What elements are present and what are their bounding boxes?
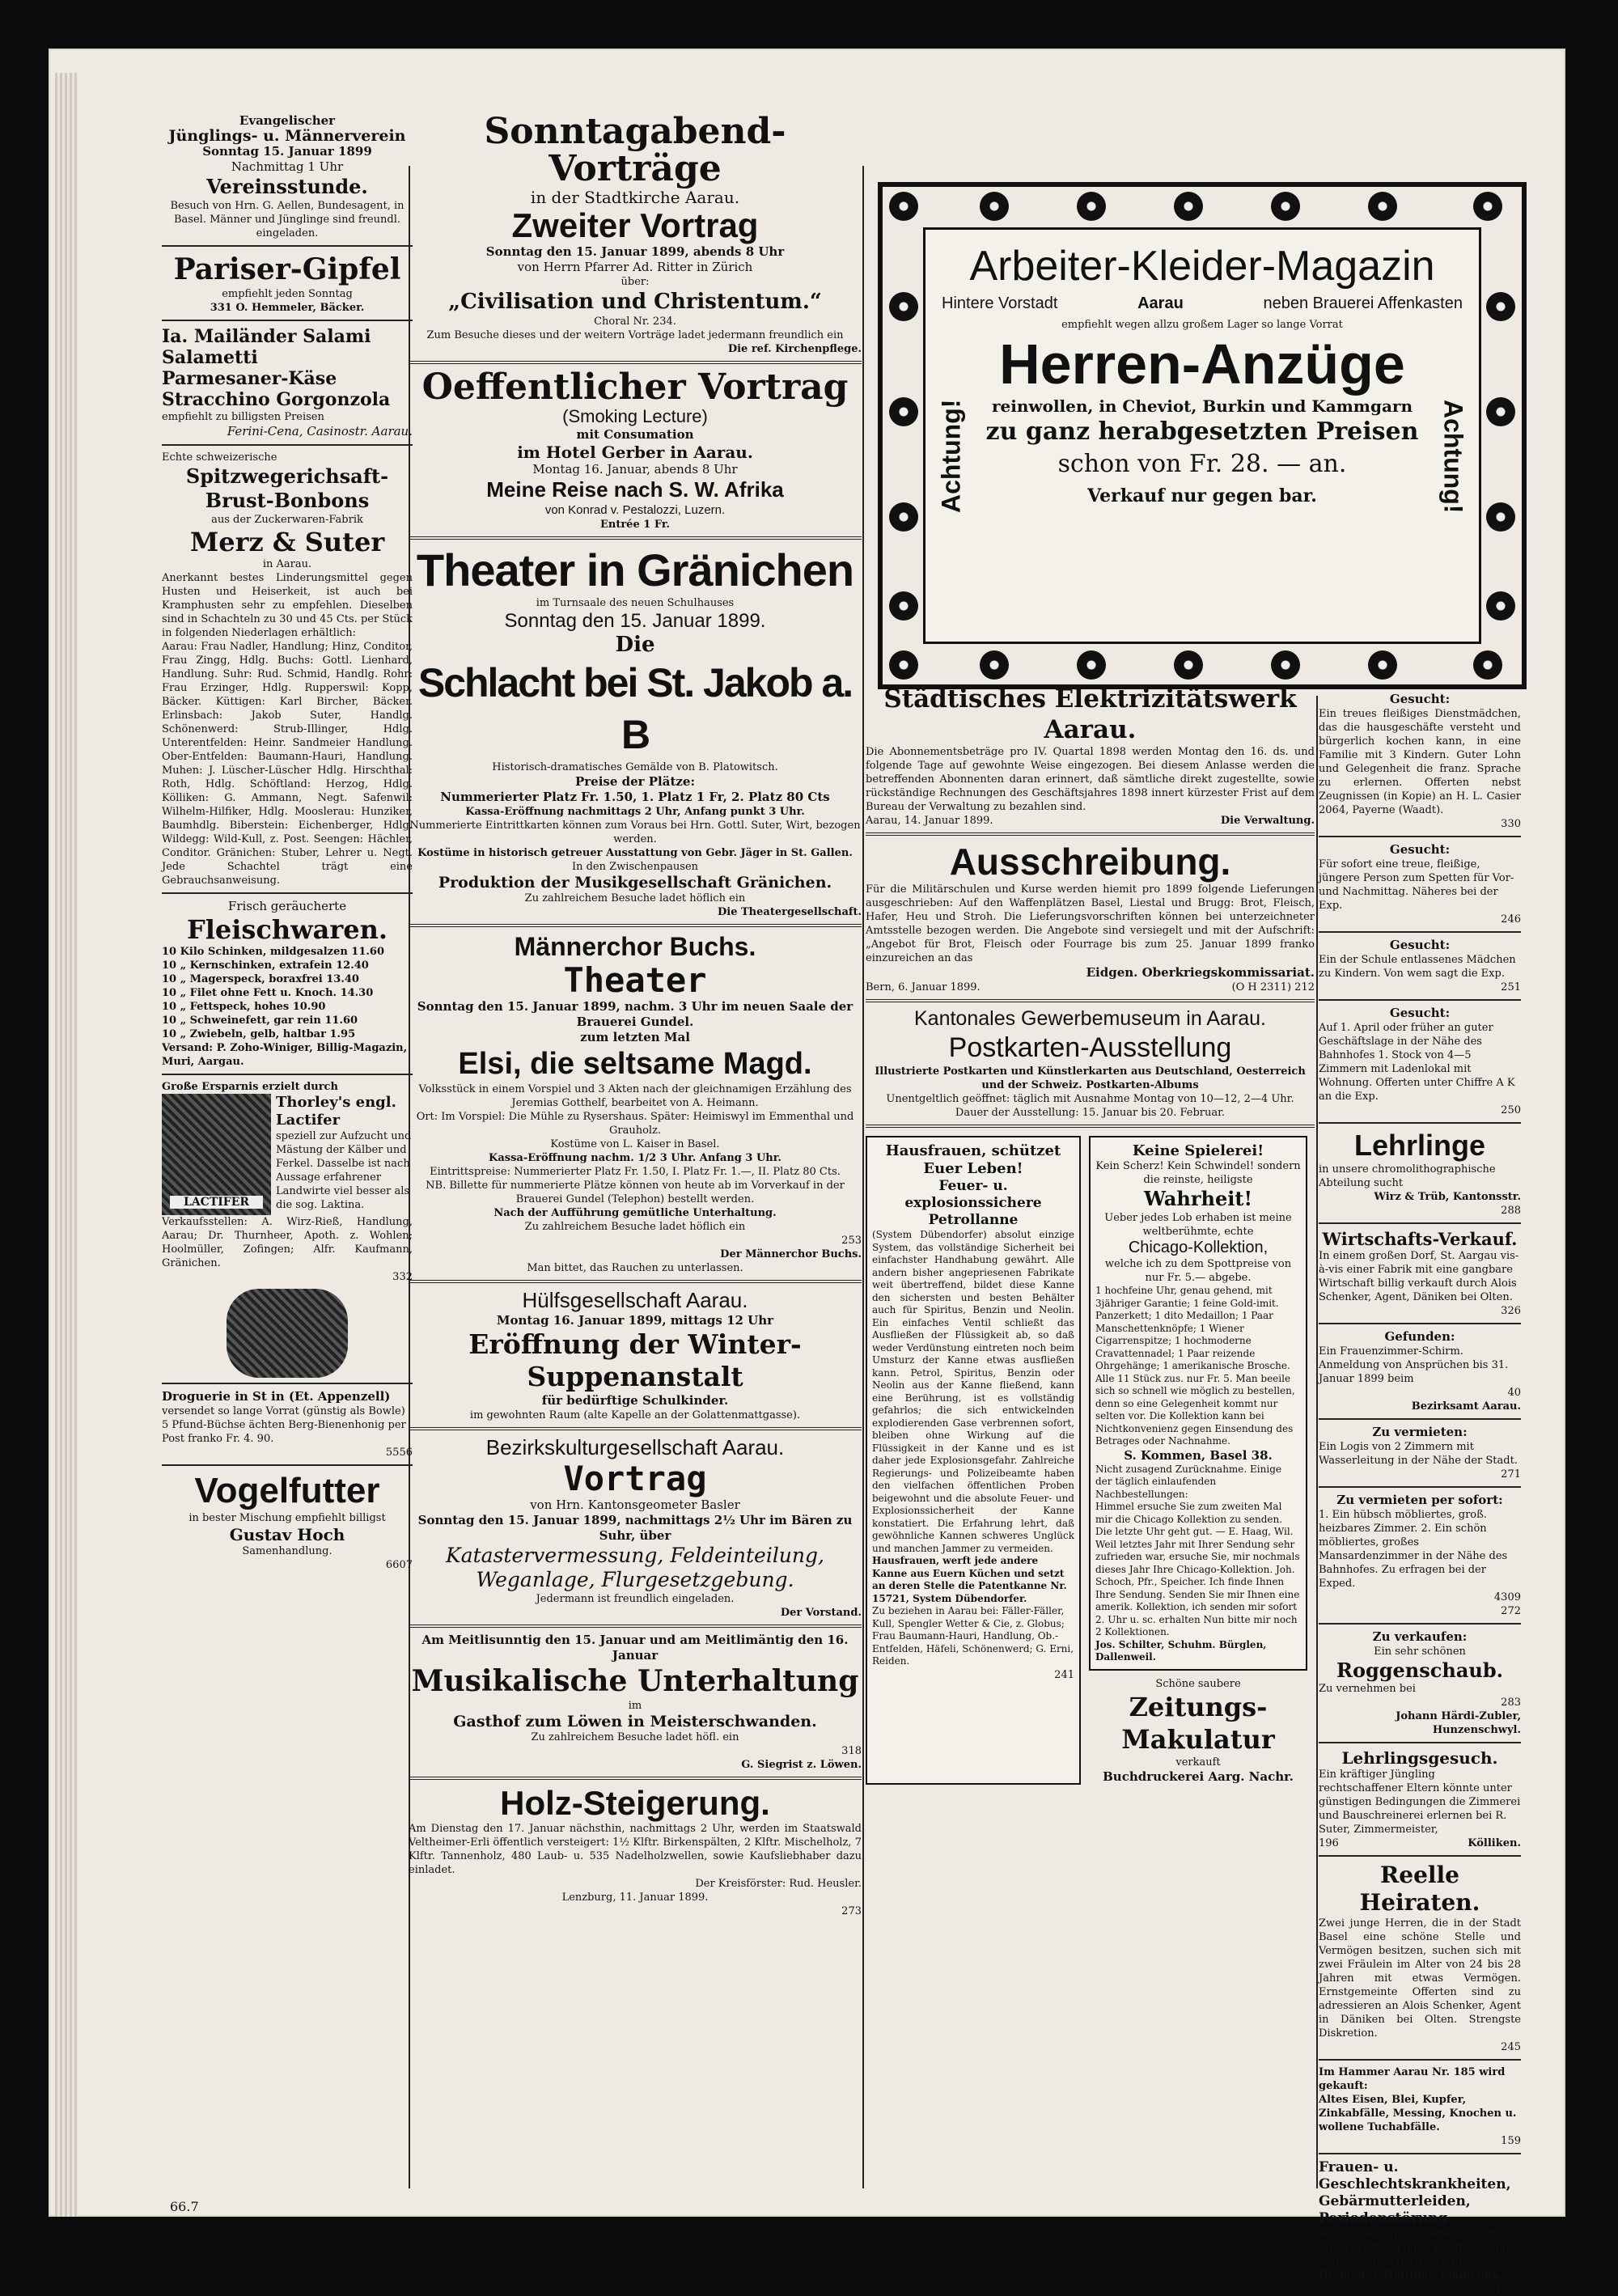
ak-price: schon von Fr. 28. — an.: [1057, 450, 1347, 478]
merz-ad: [162, 451, 413, 887]
g2-num: 246: [1501, 913, 1521, 926]
jv-ad: [162, 113, 413, 240]
flower-icon: [889, 292, 918, 321]
ew-title: Städtisches Elektrizitätswerk Aarau.: [883, 684, 1297, 744]
ks-addr: S. Kommen, Basel 38.: [1124, 1447, 1273, 1463]
ak-product: Herren-Anzüge: [999, 333, 1405, 396]
th-note: Nummerierte Eintrittkarten können zum Voraus bei Hrn. Gottl. Suter, Wirt, bezogen werden.: [409, 820, 861, 845]
th-music: Produktion der Musikgesellschaft Gränichen.: [438, 874, 832, 892]
vogel-title: Vogelfutter: [194, 1471, 380, 1510]
wv-num: 326: [1501, 1305, 1521, 1317]
as-num: (O H 2311) 212: [1231, 981, 1315, 993]
bk-vortrag: Vortrag: [563, 1459, 707, 1498]
ov-date: Montag 16. Januar, abends 8 Uhr: [532, 462, 738, 477]
gipfel-ad: [162, 252, 413, 315]
jv-text: Besuch von Hrn. G. Aellen, Bundesagent, in Basel. Männer und Jünglinge sind freundl. eingeladen.: [170, 200, 404, 239]
vogel-num: 6607: [385, 1559, 413, 1571]
th-costume: Kostüme in historisch getreuer Ausstattung von Gebr. Jäger in St. Gallen.: [417, 847, 853, 859]
sv-ueber: über:: [621, 276, 650, 288]
g4-num: 250: [1501, 1104, 1521, 1116]
hf-title: Hausfrauen, schützet Euer Leben!: [885, 1142, 1061, 1177]
mc-after: Nach der Aufführung gemütliche Unterhaltung.: [493, 1207, 777, 1219]
ks-sub: Kein Scherz! Kein Schwindel! sondern die reinste, heiligste: [1095, 1160, 1301, 1186]
fleisch-item: 10 „ Fettspeck, hohes 10.90: [162, 1001, 326, 1013]
mc-kasse: Kassa-Eröffnung nachm. 1/2 3 Uhr. Anfang 3 Uhr.: [489, 1152, 781, 1164]
zk-text: Ein sehr schönen: [1374, 1646, 1466, 1658]
hs-title: Holz-Steigerung.: [500, 1784, 770, 1822]
mc-desc: Volksstück in einem Vorspiel und 3 Akten nach der gleichnamigen Erzählung des Jeremias Gotthelf, bearbeitet von A. Heimann.: [418, 1083, 852, 1109]
lactifer-ad: [162, 1080, 413, 1284]
column-center: [409, 113, 862, 2205]
mu-num: 318: [841, 1745, 862, 1757]
ks-sig: Jos. Schilter, Schuhm. Bürglen, Dallenweil.: [1095, 1638, 1267, 1663]
flower-icon: [1486, 591, 1515, 621]
g3-num: 251: [1501, 981, 1521, 993]
zk-sig: Johann Härdi-Zubler, Hunzenschwyl.: [1396, 1710, 1521, 1736]
ak-cash: Verkauf nur gegen bar.: [1087, 485, 1317, 506]
ov-title: Oeffentlicher Vortrag: [421, 366, 849, 408]
bk-invite: Jedermann ist freundlich eingeladen.: [536, 1593, 735, 1605]
th-pause: In den Zwischenpausen: [571, 861, 699, 873]
ak-title: Arbeiter-Kleider-Magazin: [969, 243, 1435, 290]
mu-im: im: [628, 1700, 642, 1712]
gipfel-text: empfiehlt jeden Sonntag: [222, 288, 353, 300]
salami-line: Ia. Mailänder Salami: [162, 326, 371, 347]
rh-title: Reelle Heiraten.: [1359, 1862, 1480, 1916]
sonntagabend-ad: [409, 113, 862, 356]
hg-title: Hülfsgesellschaft Aarau.: [522, 1288, 748, 1312]
th-prices-head: Preise der Plätze:: [574, 774, 695, 789]
chicago-kollektion-ad: [1089, 1136, 1307, 1671]
flower-icon: [1077, 192, 1106, 221]
hammer-ad: [1319, 2065, 1521, 2148]
petrolkanne-ad: [866, 1136, 1081, 1785]
bk-date: Sonntag den 15. Januar 1899, nachmittags 2½ Uhr im Bären zu Suhr, über: [417, 1513, 853, 1543]
ausschreibung-ad: [866, 841, 1315, 994]
ks-text: Ueber jedes Lob erhaben ist meine weltberühmte, echte: [1104, 1212, 1292, 1238]
mc-sig: Der Männerchor Buchs.: [720, 1248, 862, 1260]
zk-main: Roggenschaub.: [1336, 1658, 1503, 1682]
mc-smoke: Man bittet, das Rauchen zu unterlassen.: [527, 1262, 743, 1274]
column-right: [1319, 692, 1521, 2295]
sv-second: Zweiter Vortrag: [511, 206, 759, 244]
fleisch-item: 10 „ Schweinefett, gar rein 11.60: [162, 1015, 358, 1027]
jv-event: Vereinsstunde.: [206, 175, 368, 198]
fleisch-item: 10 „ Filet ohne Fett u. Knoch. 14.30: [162, 987, 374, 999]
zv1-num: 271: [1501, 1468, 1521, 1481]
flower-icon: [1077, 650, 1106, 680]
rh-num: 245: [1501, 2041, 1521, 2053]
gm-text: Illustrierte Postkarten und Künstlerkarten aus Deutschland, Oesterreich und der Schweiz. Postkarten-Albums: [875, 1065, 1306, 1091]
mc-costume: Kostüme von L. Kaiser in Basel.: [550, 1138, 720, 1150]
flower-icon: [1174, 650, 1203, 680]
ks-title: Keine Spielerei!: [1132, 1142, 1264, 1159]
hs-text: Am Dienstag den 17. Januar nächsthin, nachmittags 2 Uhr, werden im Staatswald Veltheimer-Erli öffentlich versteigert: 1½ Klftr. Birkenspälten, 2 Klftr. Mischelholz, 7 Klftr. Tannenholz, 480 Laub- u. 535 Nadelholzwellen, sowie Kaufsliebhaber dazu einladet.: [409, 1823, 862, 1876]
gesucht-4: [1319, 1006, 1521, 1117]
column-left: [162, 113, 413, 2205]
arbeiter-kleider-ad: [878, 182, 1527, 689]
gf-title: Gefunden:: [1384, 1329, 1455, 1344]
flower-icon: [889, 650, 918, 680]
flower-icon: [889, 192, 918, 221]
ha-head: Im Hammer Aarau Nr. 185 wird gekauft:: [1319, 2066, 1506, 2092]
flower-icon: [1473, 650, 1502, 680]
ov-speaker: von Konrad v. Pestalozzi, Luzern.: [544, 503, 726, 517]
ak-left: Hintere Vorstadt: [942, 294, 1058, 312]
oeffentlicher-vortrag-ad: [409, 366, 862, 532]
zv2-num2: 272: [1501, 1605, 1521, 1617]
lactifer-image-label: LACTIFER: [170, 1196, 263, 1209]
mc-date: Sonntag den 15. Januar 1899, nachm. 3 Uhr im neuen Saale der Brauerei Gundel.: [417, 999, 853, 1029]
mu-place: Gasthof zum Löwen in Meisterschwanden.: [453, 1713, 817, 1730]
bk-sig: Der Vorstand.: [780, 1607, 862, 1619]
gf-num: 40: [1507, 1387, 1521, 1399]
fleisch-foot: Versand: P. Zoho-Winiger, Billig-Magazin, Muri, Aargau.: [162, 1042, 408, 1068]
flower-icon: [1486, 502, 1515, 532]
achtung-right: Achtung!: [1438, 399, 1468, 514]
flower-icon: [1368, 650, 1397, 680]
mu-sig: G. Siegrist z. Löwen.: [741, 1759, 862, 1771]
zu-vermieten-1: [1319, 1425, 1521, 1481]
ks-items: 1 hochfeine Uhr, genau gehend, mit 3jähriger Garantie; 1 feine Gold-imit. Panzerkett; 1 dito Medaillon; 1 Paar Manschettenknöpfe; 1 Wiener Cigarrenspitze; 1 hochmoderne Cravattennadel; 1 Paar reizende Ohrgehänge; 1 amerikanische Brosche.: [1095, 1285, 1290, 1371]
lehr-title: Lehrlinge: [1353, 1129, 1486, 1162]
hs-sig: Der Kreisförster: Rud. Heusler.: [695, 1878, 862, 1890]
lactifer-num: 332: [392, 1271, 413, 1283]
zm-head: Schöne saubere: [1155, 1677, 1241, 1690]
g4-title: Gesucht:: [1389, 1006, 1451, 1020]
as-title: Ausschreibung.: [949, 841, 1231, 883]
flower-icon: [1486, 292, 1515, 321]
ks-text2: welche ich zu dem Spottpreise von nur Fr. 5.— abgebe.: [1104, 1258, 1292, 1284]
hf-sales: Zu beziehen in Aarau bei: Fäller-Fäller, Kull, Spengler Wetter & Cie, z. Globus; Frau Baumann-Hauri, Handlung, Ob.-Entfelden, Häfeli, Schönenwerd; G. Erni, Reiden.: [872, 1605, 1074, 1667]
hf-sub: Feuer- u. explosionssichere Petrollanne: [904, 1178, 1042, 1228]
musik-unterhaltung-ad: [409, 1633, 862, 1772]
merz-sub: aus der Zuckerwaren-Fabrik: [211, 514, 363, 526]
merz-list: Aarau: Frau Nadler, Handlung; Hinz, Conditor, Frau Zingg, Hdlg. Buchs: Gottl. Lienhard, Handlung. Suhr: Rud. Schmid, Handlg. Rohr: Frau Erzinger, Hdlg. Rupperswil: Kopp, Bäcker. Küttigen: Karl Bircher, Bäcker. Erlinsbach: Jakob Suter, Handlg. Schönenwerd: Strub-Illinger, Hdlg. Unterentfelden: Heinr. Sandmeier Handlung. Ober-Entfelden: Baumann-Hauri, Handlung. Muhen: J. Lüscher-Lüscher Hdlg. Hirschthal: Roth, Hdlg. Schöftland: Herzog, Hdlg. Kölliken: G. Ammann, Negt. Safenwil: Wilhelm-Hilfiker, Hdlg. Mooslerau: Hunziker, Baumhdlg. Biberstein: Eichenberger, Hdlg. Wildegg: Wild-Kull, z. Post. Seengen: Hächler, Conditor. Gränichen: Stuber, Lehrer u. Negt. Jede Schachtel trägt eine Gebrauchsanweisung.: [162, 641, 413, 887]
page-stack-edge: [55, 73, 78, 2217]
salami-ad: [162, 326, 413, 439]
gesucht-3: [1319, 938, 1521, 994]
gf-text: Ein Frauenzimmer-Schirm. Anmeldung von Ansprüchen bis 31. Januar 1899 beim: [1319, 1345, 1509, 1385]
jv-head: Evangelischer: [239, 113, 336, 128]
hs-foot: Lenzburg, 11. Januar 1899.: [561, 1891, 709, 1904]
wirtschafts-verkauf-ad: [1319, 1229, 1521, 1318]
hf-text: (System Dübendorfer) absolut einzige System, das vollständige Sicherheit bei einfachster Handhabung gewährt. Alle andern bisher angepriesenen Fabrikate weit übertreffend, bildet diese Kanne den sichersten und besten Behälter auch für Spiritus, Benzin und Neolin. Ein einfaches Ventil schließt das Ausfließen der Flüssigkeit ab, so daß weder Verdünstung eintreten noch beim Umsturz der Kanne etwas ausfließen kann. Petrol, Spiritus, Benzin oder Neolin aus der Kanne fließend, kann eine Berührung, ist es vollständig gefahrlos; die sich entwickelnden explodierenden Gase verbrennen sofort, bleiben ohne Wirkung auf die Flüssigkeit in der Kanne und es ist daher jede Explosionsgefahr. Zahlreiche Regierungs- und Polizeibeamte haben den vielfachen öffentlichen Proben beigewohnt und die absolute Feuer- und Explosionssicherheit der Kanne konstatiert. Die Erfahrung lehrt, daß gewöhnliche Kannen schweres Unglück und manchen Jammer zu vermeiden.: [872, 1229, 1074, 1554]
zm-title: Zeitungs-Makulatur: [1121, 1691, 1275, 1755]
lg-num: 196: [1319, 1837, 1339, 1849]
g2-title: Gesucht:: [1389, 842, 1451, 857]
ov-sub: (Smoking Lecture): [562, 406, 708, 426]
salami-line: Salametti: [162, 347, 258, 368]
lg-title: Lehrlingsgesuch.: [1341, 1748, 1498, 1768]
merz-firm: Merz & Suter: [189, 527, 385, 557]
lehrlinge-ad: [1319, 1129, 1521, 1218]
th-place: im Turnsaale des neuen Schulhauses: [536, 597, 735, 609]
wv-title: Wirtschafts-Verkauf.: [1322, 1229, 1518, 1249]
ak-material: reinwollen, in Cheviot, Burkin und Kammgarn: [991, 396, 1413, 416]
hg-main: Eröffnung der Winter-Suppenanstalt: [468, 1328, 802, 1392]
wv-text: In einem großen Dorf, St. Aargau vis-à-vis einer Fabrik mit eine gangbare Wirtschaft billig verkauft durch Alois Schenker, Agent, Däniken bei Olten.: [1319, 1250, 1519, 1303]
fr-title: Frauen- u. Geschlechtskrankheiten, Gebärmutterleiden, Periodenstörung: [1319, 2159, 1511, 2226]
th-play: Schlacht bei St. Jakob a. B: [417, 660, 853, 757]
mc-ort: Ort: Im Vorspiel: Die Mühle zu Rysershaus. Später: Heimiswyl im Emmenthal und Grauholz.: [416, 1111, 854, 1137]
salami-text: empfiehlt zu billigsten Preisen: [162, 411, 324, 423]
elektrizitaetswerk-ad: [866, 684, 1315, 828]
gm-dur: Dauer der Ausstellung: 15. Januar bis 20. Februar.: [955, 1107, 1226, 1119]
gesucht-2: [1319, 842, 1521, 926]
vogel-sub: Samenhandlung.: [242, 1545, 332, 1557]
as-sig: Eidgen. Oberkriegskommissariat.: [1086, 965, 1315, 980]
zv1-text: Ein Logis von 2 Zimmern mit Wasserleitung in der Nähe der Stadt.: [1319, 1441, 1518, 1467]
g2-text: Für sofort eine treue, fleißige, jüngere Person zum Spetten für Vor- und Nachmittag. Näheres bei der Exp.: [1319, 858, 1514, 912]
merz-place: in Aarau.: [262, 558, 312, 570]
mu-date: Am Meitlisunntig den 15. Januar und am Meitlimäntig den 16. Januar: [421, 1633, 849, 1663]
lactifer-title: Thorley's engl. Lactifer: [276, 1094, 396, 1129]
flower-icon: [1271, 192, 1300, 221]
g1-title: Gesucht:: [1389, 692, 1451, 706]
lactifer-head: Große Ersparnis erzielt durch: [162, 1081, 338, 1093]
lehr-firm: Wirz & Trüb, Kantonsstr.: [1374, 1191, 1521, 1203]
flower-icon: [1486, 397, 1515, 426]
mc-num: 253: [841, 1235, 862, 1247]
salami-line: Stracchino Gorgonzola: [162, 389, 391, 410]
gm-open: Unentgeltlich geöffnet: täglich mit Ausnahme Montag von 10—12, 2—4 Uhr.: [886, 1093, 1294, 1105]
drog-text: versendet so lange Vorrat (günstig als Bowle) 5 Pfund-Büchse ächten Berg-Bienenhonig per Post franko Fr. 4. 90.: [162, 1405, 406, 1445]
rh-text: Zwei junge Herren, die in der Stadt Basel eine schöne Stelle und Vermögen besitzen, suchen sich mit zwei Fräulein im Alter von 24 bis 28 Jahren mit etwas Vermögen. Ernstgemeinte Offerten sind zu adressieren an Alois Schenker, Agent in Däniken bei Olten. Strengste Diskretion.: [1319, 1917, 1521, 2040]
fleisch-title: Fleischwaren.: [186, 914, 388, 945]
th-die: Die: [615, 633, 655, 657]
mu-title: Musikalische Unterhaltung: [411, 1664, 859, 1698]
lehrlingsgesuch-ad: [1319, 1748, 1521, 1850]
flower-icon: [889, 397, 918, 426]
mc-title: Männerchor Buchs.: [514, 932, 756, 961]
ov-place: im Hotel Gerber in Aarau.: [517, 443, 753, 462]
mc-nb: NB. Billette für nummerierte Plätze können von heute ab im Vorverkauf in der Brauerei Gundel (Telephon) bestellt werden.: [426, 1180, 845, 1205]
merz-title: Spitzwegerichsaft-: [185, 464, 389, 488]
fleisch-item: 10 „ Kernschinken, extrafein 12.40: [162, 959, 369, 972]
th-prices: Nummerierter Platz Fr. 1.50, 1. Platz 1 Fr, 2. Platz 80 Cts: [440, 790, 830, 804]
lg-text: Ein kräftiger Jüngling rechtschaffener Eltern könnte unter günstigen Bedingungen die Zimmerei und Bauschreinerei erlernen bei R. Suter, Zimmermeister,: [1319, 1769, 1521, 1836]
huelfsgesellschaft-ad: [409, 1288, 862, 1422]
hg-sub: für bedürftige Schulkinder.: [541, 1393, 729, 1408]
sv-sig: Die ref. Kirchenpflege.: [727, 343, 862, 355]
th-sig: Die Theatergesellschaft.: [717, 906, 862, 918]
g3-text: Ein der Schule entlassenes Mädchen zu Kindern. Von wem sagt die Exp.: [1319, 954, 1516, 980]
fleisch-head: Frisch geräucherte: [227, 899, 347, 913]
gm-main: Postkarten-Ausstellung: [948, 1032, 1232, 1063]
lg-place: Kölliken.: [1468, 1837, 1521, 1849]
page-number: 66.7: [170, 2199, 199, 2214]
fr-num: 4309: [1493, 2283, 1521, 2295]
sv-title: Sonntagabend-Vorträge: [484, 111, 786, 189]
g1-text: Ein treues fleißiges Dienstmädchen, das die hausgeschäfte versteht und bürgerlich kochen kann, in eine Familie mit 3 Kindern. Guter Lohn und Gelegenheit die franz. Sprache zu erlernen. Offerten nebst Zeugnissen (in Kopie) an H. L. Casier 2064, Payerne (Waadt).: [1319, 708, 1521, 816]
gipfel-foot: 331 O. Hemmeler, Bäcker.: [210, 302, 365, 314]
flower-icon: [889, 591, 918, 621]
ov-topic: Meine Reise nach S. W. Afrika: [486, 477, 784, 502]
fr-text: heilt schnell und dauernd diskret (auch brieflich) ohne Berufsstörung ohne Nachteil für die Gesundheit.: [1319, 2228, 1510, 2268]
sv-sub: in der Stadtkirche Aarau.: [530, 188, 740, 207]
gipfel-title: Pariser-Gipfel: [173, 252, 401, 286]
droguerie-ad: [162, 1389, 413, 1459]
th-invite: Zu zahlreichem Besuche ladet höflich ein: [524, 892, 746, 904]
arbeiter-kleider-inner: [923, 227, 1481, 644]
hf-num: 241: [1054, 1668, 1074, 1681]
mc-play: Elsi, die seltsame Magd.: [458, 1047, 812, 1081]
hs-num: 273: [841, 1905, 862, 1917]
gewerbemuseum-ad: [866, 1007, 1315, 1120]
ew-text: Die Abonnementsbeträge pro IV. Quartal 1898 werden Montag den 16. ds. und folgende Tage auf gewohnte Weise eingezogen. Bei diesem Anlasse werden die betreffenden Abonnenten daran erinnert, daß sämtliche direkt zugestellte, sowie rückständige Rechnungen des Geschäftsjahres 1898 innert kürzester Frist auf dem Bureau der Verwaltung zu bezahlen sind.: [866, 746, 1315, 813]
ks-tail: Nicht zusagend Zurücknahme. Einige der täglich einlaufenden Nachbestellungen:: [1095, 1463, 1281, 1500]
fr-sig: Dr. med. J. Häftiger, Emmenda.: [1319, 2269, 1503, 2281]
reelle-heiraten-ad: [1319, 1862, 1521, 2054]
hf-call: Hausfrauen, werft jede andere Kanne aus Euern Küchen und setzt an deren Stelle die Patentkanne Nr. 15721, System Dübendorfer.: [872, 1555, 1067, 1604]
holz-steigerung-ad: [409, 1785, 862, 1918]
gf-sig: Bezirksamt Aarau.: [1411, 1400, 1521, 1413]
th-desc: Historisch-dramatisches Gemälde von B. Platowitsch.: [492, 761, 778, 773]
salami-line: Parmesaner-Käse: [162, 368, 337, 389]
merz-head: Echte schweizerische: [162, 451, 277, 464]
zv2-title: Zu vermieten per sofort:: [1336, 1493, 1503, 1507]
column-rule: [1316, 696, 1318, 2188]
zk-text2: Zu vernehmen bei: [1319, 1683, 1416, 1695]
ov-sub2: mit Consumation: [576, 427, 694, 442]
mc-theater: Theater: [563, 960, 707, 1000]
frauenkrankheiten-ad: [1319, 2159, 1521, 2296]
sv-topic: „Civilisation und Christentum.“: [448, 290, 822, 314]
flower-icon: [980, 650, 1009, 680]
gm-title: Kantonales Gewerbemuseum in Aarau.: [914, 1007, 1266, 1030]
sv-invite: Zum Besuche dieses und der weitern Vorträge ladet jedermann freundlich ein: [426, 329, 844, 341]
zm-sig: Buchdruckerei Aarg. Nachr.: [1103, 1769, 1294, 1784]
g1-num: 330: [1501, 818, 1521, 830]
maennerchor-ad: [409, 932, 862, 1275]
jv-title: Jünglings- u. Männerverein: [168, 127, 406, 145]
column-rule: [862, 166, 864, 2188]
mc-prices: Eintrittspreise: Nummerierter Platz Fr. 1.50, I. Platz Fr. 1.—, II. Platz 80 Cts.: [430, 1166, 841, 1178]
achtung-left: Achtung!: [936, 399, 966, 514]
merz-text: Anerkannt bestes Linderungsmittel gegen Husten und Heiserkeit, ist auch bei Kramphusten sehr zu empfehlen. Dieselben sind in Schachteln zu 30 und 45 Cts. per Stück in folgenden Niederlagen erhältlich:: [162, 572, 413, 639]
ks-main: Wahrheit!: [1144, 1187, 1252, 1210]
g4-text: Auf 1. April oder früher an guter Geschäftslage in der Nähe des Bahnhofes 1. Stock von 4—5 Zimmern mit Ladenlokal mit Wohnung. Offerten unter Chiffre A K an die Exp.: [1319, 1022, 1515, 1103]
bk-title: Bezirkskulturgesellschaft Aarau.: [485, 1435, 785, 1459]
gesucht-1: [1319, 692, 1521, 831]
ak-recommend: empfiehlt wegen allzu großem Lager so lange Vorrat: [1061, 319, 1343, 331]
mc-invite: Zu zahlreichem Besuche ladet höflich ein: [524, 1221, 746, 1233]
zk-title: Zu verkaufen:: [1372, 1629, 1468, 1644]
sv-date: Sonntag den 15. Januar 1899, abends 8 Uhr: [485, 244, 785, 259]
bee-face-image: [227, 1289, 348, 1378]
lehr-num: 288: [1501, 1205, 1521, 1217]
ov-entry: Entrée 1 Fr.: [599, 519, 671, 531]
ew-sig: Die Verwaltung.: [1220, 815, 1315, 827]
ks-text3: Alle 11 Stück zus. nur Fr. 5. Man beeile sich so schnell wie möglich zu bestellen, denn so eine Gelegenheit kommt nur selten vor. Die Kollektion kann bei Nichtkonvenienz gegen Einsendung des Betrages oder Nachnahme.: [1095, 1372, 1295, 1447]
salami-foot: Ferini-Cena, Casinostr. Aarau.: [227, 424, 413, 438]
flower-icon: [1368, 192, 1397, 221]
ha-num: 159: [1501, 2135, 1521, 2147]
column-right-center: [866, 684, 1315, 2205]
ak-right: neben Brauerei Affenkasten: [1263, 294, 1463, 312]
vogel-ad: [162, 1471, 413, 1572]
vogel-text: in bester Mischung empfiehlt billigst: [188, 1512, 386, 1524]
jv-time: Nachmittag 1 Uhr: [231, 159, 344, 174]
lactifer-foot: Verkaufsstellen: A. Wirz-Rieß, Handlung, Aarau; Dr. Thurnheer, Apoth. z. Wohlen; Hoolmüller, Zofingen; Alfr. Kaufmann, Gränichen.: [162, 1216, 413, 1269]
hg-place: im gewohnten Raum (alte Kapelle an der Golattenmattgasse).: [469, 1409, 801, 1421]
g3-title: Gesucht:: [1389, 938, 1451, 952]
mu-invite: Zu zahlreichem Besuche ladet höfl. ein: [531, 1731, 739, 1743]
makulatur-ad: [1089, 1677, 1307, 1785]
jv-date: Sonntag 15. Januar 1899: [202, 144, 372, 159]
ew-date: Aarau, 14. Januar 1899.: [866, 815, 993, 827]
fleisch-item: 10 „ Zwiebeln, gelb, haltbar 1.95: [162, 1028, 356, 1040]
flower-icon: [889, 502, 918, 532]
fleisch-item: 10 Kilo Schinken, mildgesalzen 11.60: [162, 946, 385, 958]
zv2-num: 4309: [1493, 1591, 1521, 1603]
lactifer-text: speziell zur Aufzucht und Mästung der Kälber und Ferkel. Dasselbe ist nach Aussage erfahrener Landwirte viel besser als die sog. Laktina.: [276, 1130, 412, 1211]
zm-text: verkauft: [1175, 1756, 1221, 1769]
th-kasse: Kassa-Eröffnung nachmittags 2 Uhr, Anfang punkt 3 Uhr.: [465, 806, 805, 818]
flower-icon: [1473, 192, 1502, 221]
ak-mid: Aarau: [1137, 294, 1184, 312]
drog-num: 5556: [385, 1447, 413, 1459]
ha-text: Altes Eisen, Blei, Kupfer, Zinkabfälle, Messing, Knochen u. wollene Tuchabfälle.: [1319, 2094, 1517, 2133]
as-text: Für die Militärschulen und Kurse werden hiemit pro 1899 folgende Lieferungen ausgeschrieben: Auf den Waffenplätzen Basel, Liestal und Brugg: Brot, Fleisch, Hafer, Heu und Stroh. Die Lieferungsvorschriften können bei unterzeichneter Amtsstelle bezogen werden. Die Angebote sind versiegelt und mit der Aufschrift: „Angebot für Brot, Fleisch oder Fourrage bis zum 25. Januar 1899 franko einzureichen an das: [866, 883, 1315, 964]
flower-icon: [1271, 650, 1300, 680]
zv1-title: Zu vermieten:: [1372, 1425, 1468, 1439]
mc-last: zum letzten Mal: [580, 1030, 690, 1044]
drog-title: Droguerie in St in (Et. Appenzell): [162, 1389, 391, 1404]
zk-num: 283: [1501, 1697, 1521, 1709]
merz-title-2: Brust-Bonbons: [205, 489, 370, 512]
flower-icon: [1174, 192, 1203, 221]
sv-choral: Choral Nr. 234.: [594, 316, 676, 328]
th-date: Sonntag den 15. Januar 1899.: [504, 610, 766, 632]
gefunden-ad: [1319, 1329, 1521, 1413]
as-date: Bern, 6. Januar 1899.: [866, 981, 981, 993]
bk-speaker: von Hrn. Kantonsgeometer Basler: [530, 1497, 740, 1512]
th-title: Theater in Gränichen: [416, 544, 854, 595]
ks-quotes: Himmel ersuche Sie zum zweiten Mal mir die Chicago Kollektion zu senden. Die letzte Uhr geht gut. — E. Haag, Wil. Weil letztes Jahr mit Ihrer Sendung sehr zufrieden war, ersuche Sie, mir nochmals dieses Jahr Ihre Chicago-Kollektion. Joh. Schoch, Pfr., Speicher. Ich finde Ihnen Ihre Sendung. Senden Sie mir Ihnen eine amerik. Kollektion, ich senden mir sofort 2. Uhr u. sc. erhalten Nun bitte mir noch 2 Kollektionen.: [1095, 1501, 1300, 1637]
zv2-text: 1. Ein hübsch möbliertes, groß. heizbares Zimmer. 2. Ein schön möbliertes, großes Mansardenzimmer in der Nähe des Bahnhofes. Zu erfragen bei der Exped.: [1319, 1509, 1508, 1590]
flower-icon: [980, 192, 1009, 221]
lactifer-calf-image: [162, 1094, 271, 1215]
fleisch-ad: [162, 899, 413, 1069]
theater-graenichen-ad: [409, 544, 862, 919]
fleisch-item: 10 „ Magerspeck, boraxfrei 13.40: [162, 973, 359, 985]
vogel-name: Gustav Hoch: [229, 1525, 345, 1544]
ks-product: Chicago-Kollektion,: [1128, 1239, 1269, 1256]
zu-verkaufen-ad: [1319, 1629, 1521, 1737]
zu-vermieten-2: [1319, 1493, 1521, 1618]
lehr-text: in unsere chromolithographische Abteilung sucht: [1319, 1163, 1496, 1189]
ak-price-line: zu ganz herabgesetzten Preisen: [985, 417, 1419, 446]
sv-speaker: von Herrn Pfarrer Ad. Ritter in Zürich: [517, 260, 753, 274]
bezirkskultur-ad: [409, 1435, 862, 1620]
bk-topic: Katastervermessung, Feldeinteilung, Weganlage, Flurgesetzgebung.: [446, 1544, 824, 1591]
hg-date: Montag 16. Januar 1899, mittags 12 Uhr: [496, 1313, 774, 1328]
